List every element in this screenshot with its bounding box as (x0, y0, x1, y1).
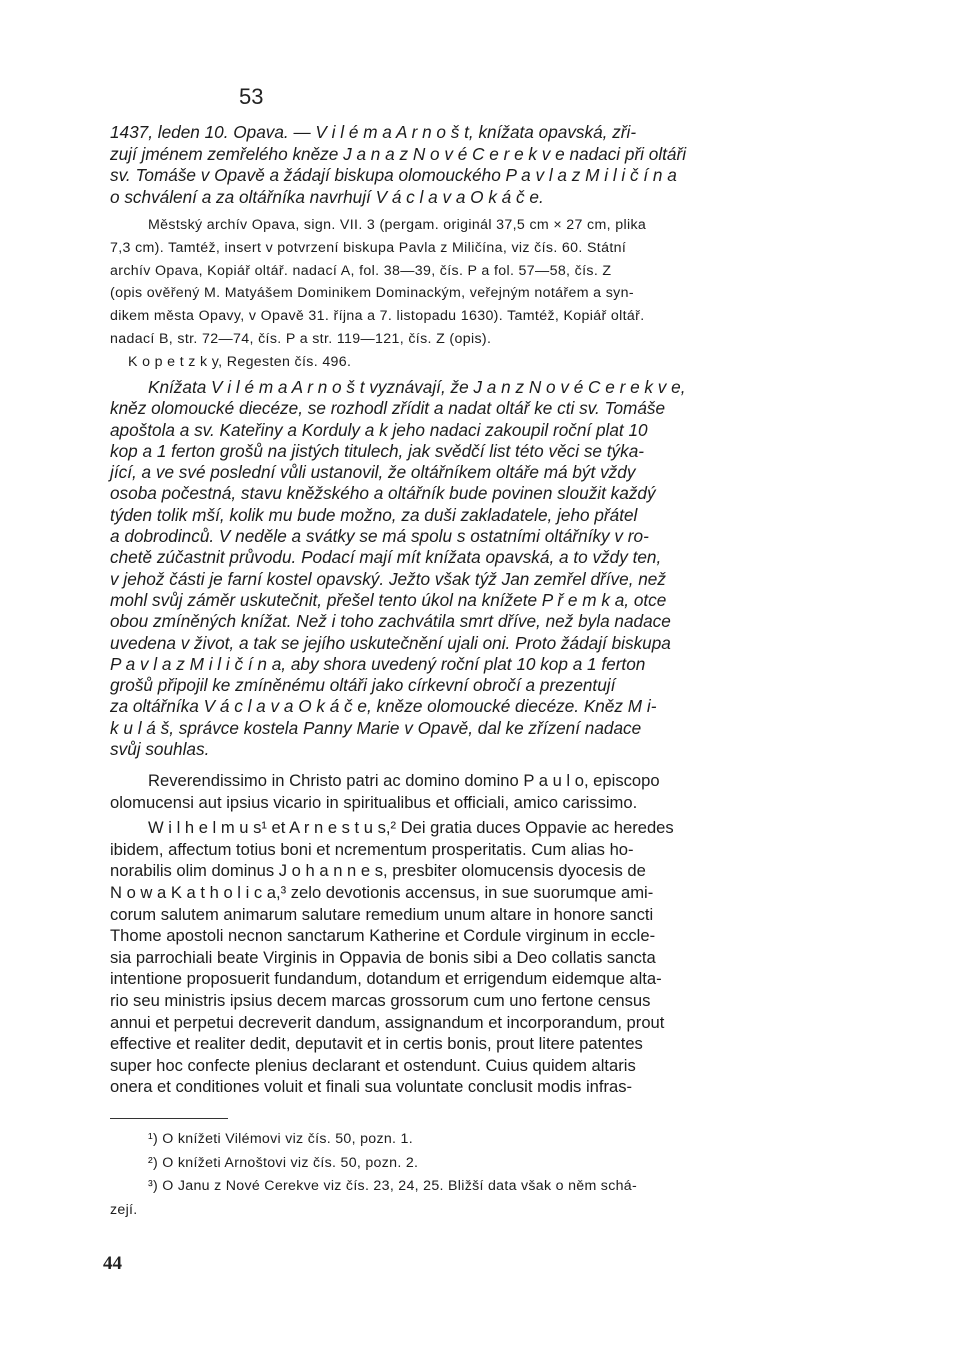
latin-charter-text (110, 770, 862, 1098)
header-line: 1437, leden 10. Opava. — V i l é m a A r n o š t, knížata opavská, zři- (110, 122, 637, 142)
footnote-line: ³) O Janu z Nové Cerekve viz čís. 23, 24, 25. Bližší data však o něm schá- (148, 1178, 638, 1194)
page-number: 53 (239, 84, 264, 109)
footnote-line: ²) O knížeti Arnoštovi viz čís. 50, pozn. 2. (148, 1154, 419, 1171)
latin-line: olomucensi aut ipsius vicario in spiritualibus et officiali, amico carissimo. (110, 792, 638, 812)
latin-line: super hoc confecte plenius declarant et ostendunt. Cuius quidem altaris (110, 1055, 636, 1075)
summary-line: jící, a ve své poslední vůli ustanovil, že oltářníkem oltáře má být vždy (110, 462, 636, 483)
latin-line: sia parrochiali beate Virginis in Oppavia de bonis sibi a Deo collatis sancta (110, 947, 656, 967)
archive-line: (opis ověřený M. Matyášem Dominikem Dominackým, veřejným notářem a syn- (110, 285, 634, 302)
summary-line: a dobrodinců. V neděle a svátky se má spolu s ostatními oltářníky v ro- (110, 526, 649, 547)
footnote-divider (110, 1118, 228, 1119)
summary-line: svůj souhlas. (110, 739, 210, 760)
latin-line: rio seu ministris ipsius decem marcas grossorum cum uno fertone census (110, 990, 651, 1010)
latin-line: corum salutem animarum salutare remedium unum altare in honore sancti (110, 904, 654, 924)
summary-line: týden tolik mší, kolik mu bude možno, za duši zakladatele, jeho přátel (110, 504, 638, 525)
summary-line: osoba počestná, stavu kněžského a oltářník bude povinen sloužit každý (110, 483, 656, 504)
latin-line: Reverendissimo in Christo patri ac domino domino P a u l o, episcopo (148, 771, 660, 790)
footnotes (110, 1128, 862, 1222)
latin-line: Thome apostoli necnon sanctarum Katherine et Cordule virginum in eccle- (110, 926, 656, 946)
latin-line: intentione proposuerit fundandum, dotandum et errigendum eidemque alta- (110, 969, 662, 989)
archive-line: nadací B, str. 72—74, čís. P a str. 119—121, čís. Z (opis). (110, 330, 492, 347)
summary-line: apoštola a sv. Kateřiny a Korduly a k jeho nadaci zakoupil roční plat 10 (110, 419, 648, 440)
latin-line: onera et conditiones voluit et finali sua voluntate conclusit modis infras- (110, 1077, 633, 1097)
czech-summary (110, 377, 862, 760)
summary-line: v jehož části je farní kostel opavský. Ježto však týž Jan zemřel dříve, než (110, 568, 666, 589)
latin-line: annui et perpetui decreverit dandum, assignandum et incorporandum, prout (110, 1012, 665, 1032)
latin-line: ibidem, affectum totius boni et ncrementum prosperitatis. Cum alias ho- (110, 839, 634, 859)
latin-line: N o w a K a t h o l i c a,³ zelo devotionis accensus, in sue suorumque ami- (110, 882, 654, 902)
footnote-line: ¹) O knížeti Vilémovi viz čís. 50, pozn. 1. (148, 1131, 413, 1147)
summary-line: P a v l a z M i l i č í n a, aby shora uvedený roční plat 10 kop a 1 ferton (110, 653, 646, 674)
summary-line: grošů připojil ke zmíněnému oltáři jako církevní obročí a prezentují (110, 675, 616, 696)
archive-line: Městský archív Opava, sign. VII. 3 (pergam. originál 37,5 cm × 27 cm, plika (148, 217, 647, 233)
summary-line: Knížata V i l é m a A r n o š t vyznávají, že J a n z N o v é C e r e k v e, (148, 377, 686, 397)
archive-sources (110, 214, 862, 374)
bottom-page-number: 44 (103, 1253, 122, 1274)
footnote-line: zejí. (110, 1201, 138, 1218)
archive-line: dikem města Opavy, v Opavě 31. října a 7. listopadu 1630). Tamtéž, Kopiář oltář. (110, 308, 645, 325)
summary-line: k u l á š, správce kostela Panny Marie v Opavě, dal ke zřízení nadace (110, 717, 642, 738)
summary-line: chetě zúčastnit průvodu. Podací mají mít knížata opavská, a to vždy ten, (110, 547, 662, 568)
summary-line: obou zmíněných knížat. Než i toho zachvátila smrt dříve, než byla nadace (110, 611, 671, 632)
charter-header (110, 122, 862, 208)
summary-line: mohl svůj záměr uskutečnit, přešel tento úkol na knížete P ř e m k a, otce (110, 589, 667, 610)
summary-line: kop a 1 ferton grošů na jistých titulech, jak svědčí list této věci se týka- (110, 440, 645, 461)
latin-line: effective et realiter dedit, deputavit et in certis bonis, prout litere patentes (110, 1034, 643, 1054)
summary-line: uvedena v život, a tak se jejího uskutečnění ujali oni. Proto žádají biskupa (110, 632, 671, 653)
archive-line: 7,3 cm). Tamtéž, insert v potvrzení biskupa Pavla z Miličína, viz čís. 60. Státní (110, 239, 627, 256)
latin-line: W i l h e l m u s¹ et A r n e s t u s,² Dei gratia duces Oppavie ac heredes (148, 818, 674, 838)
summary-line: za oltářníka V á c l a v a O k á č e, kněze olomoucké diecéze. Kněz M i- (110, 696, 657, 717)
archive-line: archív Opava, Kopiář oltář. nadací A, fol. 38—39, čís. P a fol. 57—58, čís. Z (110, 262, 612, 279)
header-line: o schválení a za oltářníka navrhují V á c l a v a O k á č e. (110, 186, 544, 207)
latin-line: norabilis olim dominus J o h a n n e s, presbiter olomucensis dyocesis de (110, 861, 646, 881)
header-line: sv. Tomáše v Opavě a žádají biskupa olomouckého P a v l a z M i l i č í n a (110, 165, 677, 185)
header-line: zují jménem zemřelého kněze J a n a z N o v é C e r e k v e nadaci při oltáři (110, 143, 687, 164)
summary-line: kněz olomoucké diecéze, se rozhodl zřídit a nadat oltář ke cti sv. Tomáše (110, 398, 666, 419)
archive-line: K o p e t z k y, Regesten čís. 496. (128, 353, 352, 370)
